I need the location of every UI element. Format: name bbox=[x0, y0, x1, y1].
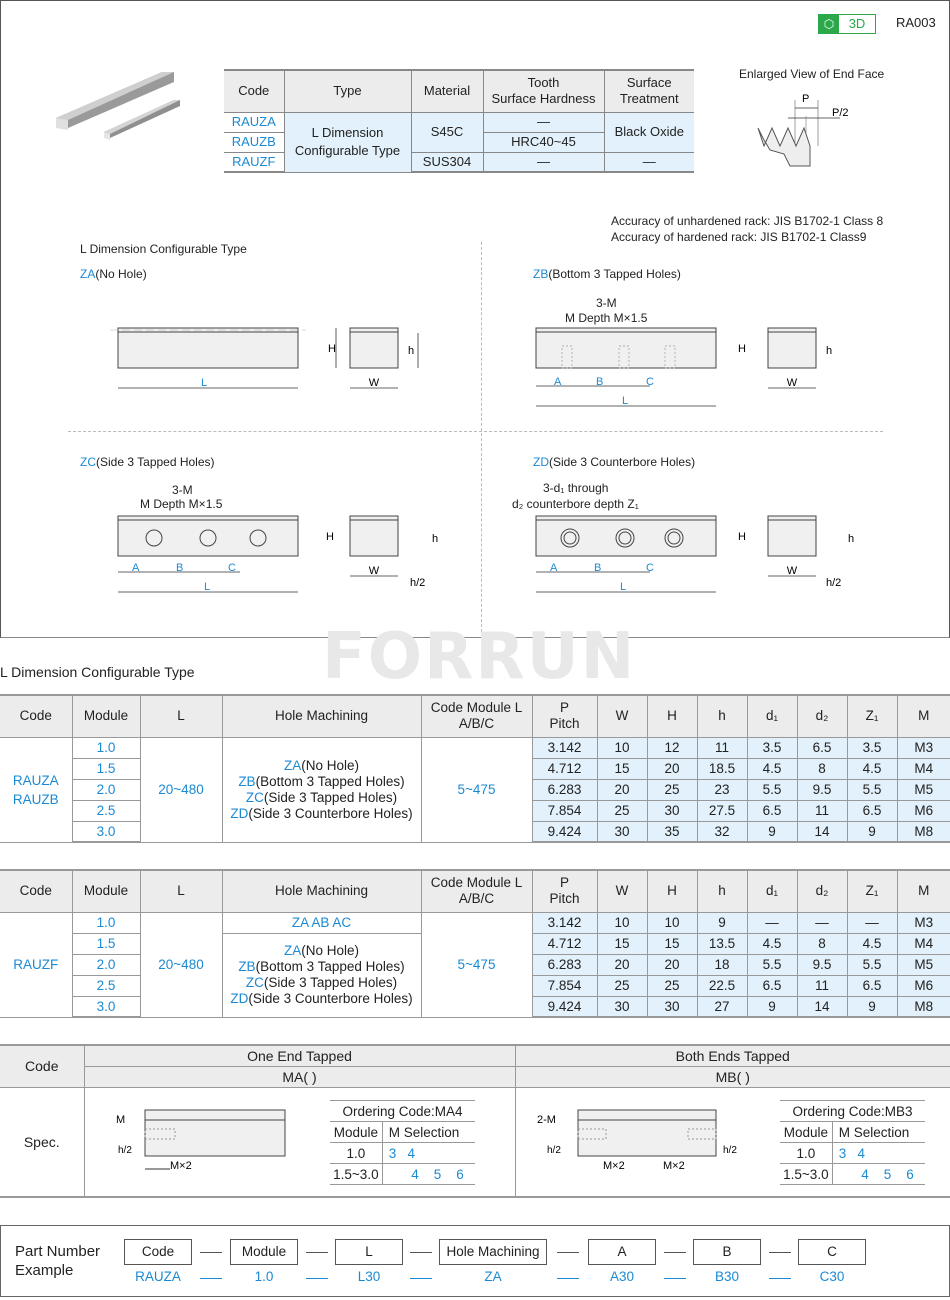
hardness-cell: — bbox=[483, 112, 604, 132]
svg-text:L: L bbox=[200, 377, 208, 389]
value-cell: 9.424 bbox=[532, 821, 597, 842]
svg-text:h: h bbox=[826, 345, 833, 357]
section-title: L Dimension Configurable Type bbox=[0, 664, 195, 680]
value-cell: M4 bbox=[897, 933, 950, 954]
svg-text:H: H bbox=[328, 343, 336, 355]
code-cell[interactable]: RAUZF bbox=[0, 912, 72, 1017]
part-value: RAUZA bbox=[135, 1269, 181, 1284]
cube-icon: ⬡ bbox=[819, 15, 839, 33]
value-cell: 30 bbox=[647, 800, 697, 821]
drawings-title: L Dimension Configurable Type bbox=[80, 242, 247, 256]
value-cell: 6.5 bbox=[747, 800, 797, 821]
svg-text:C: C bbox=[646, 376, 654, 388]
value-cell: 5.5 bbox=[747, 779, 797, 800]
part-value: L30 bbox=[357, 1269, 381, 1284]
value-cell: 8 bbox=[797, 758, 847, 779]
value-cell: 22.5 bbox=[697, 975, 747, 996]
value-cell: 5.5 bbox=[747, 954, 797, 975]
value-cell: 15 bbox=[647, 933, 697, 954]
svg-text:M: M bbox=[116, 1114, 126, 1126]
svg-text:A: A bbox=[554, 376, 562, 388]
3d-model-button[interactable]: ⬡ 3D bbox=[818, 14, 876, 34]
ma-ordering-table: Ordering Code:MA4 Module M Selection 1.0 3 4 1.5~3.0 4 5 6 bbox=[330, 1100, 475, 1185]
value-cell: M4 bbox=[897, 758, 950, 779]
divider bbox=[68, 431, 883, 432]
value-cell: 20 bbox=[647, 954, 697, 975]
svg-text:h/2: h/2 bbox=[723, 1145, 737, 1156]
module-cell[interactable]: 1.5 bbox=[72, 933, 140, 954]
value-cell: 6.283 bbox=[532, 954, 597, 975]
value-cell: 9.5 bbox=[797, 779, 847, 800]
value-cell: M6 bbox=[897, 800, 950, 821]
value-cell: 6.5 bbox=[797, 737, 847, 758]
value-cell: 3.5 bbox=[847, 737, 897, 758]
value-cell: 25 bbox=[647, 779, 697, 800]
module-cell[interactable]: 3.0 bbox=[72, 996, 140, 1017]
svg-text:M×2: M×2 bbox=[170, 1160, 192, 1172]
zb-note: 3-M bbox=[596, 296, 617, 310]
svg-text:W: W bbox=[786, 377, 798, 389]
hardness-cell: — bbox=[483, 152, 604, 172]
dimension-table-rauzf: Code Module L Hole Machining Code Module L A/B/C P Pitch W H h d₁ d₂ Z₁ M RAUZF 1.0 20~480 ZA AB AC 5~475 3.142 10 10 9 — — — M3 1.5 ZA(No Hole) ZB(Bottom 3 Tapped Holes) ZC(Side 3 Tapped Holes) ZD(Side 3 Counterbore Holes) 4.712 15 15 13.5 4.5 8 4.5 M4 2.0 6.283 20 20 18 5.5 9.5 5.5 M5 2.5 7.854 25 25 22.5 6.5 11 6.5 M6 3.0 9.424 30 30 27 9 14 9 M8 bbox=[0, 869, 950, 1018]
svg-text:B: B bbox=[176, 562, 184, 574]
part-number-title: Part Number Example bbox=[15, 1243, 101, 1279]
value-cell: 20 bbox=[647, 758, 697, 779]
separator bbox=[664, 1278, 686, 1279]
separator bbox=[664, 1252, 686, 1253]
svg-text:W: W bbox=[368, 565, 380, 577]
hole-machining: ZA(No Hole) ZB(Bottom 3 Tapped Holes) ZC(Side 3 Tapped Holes) ZD(Side 3 Counterbore Holes) bbox=[222, 737, 421, 842]
svg-text:h/2: h/2 bbox=[547, 1145, 561, 1156]
value-cell: 4.5 bbox=[747, 758, 797, 779]
svg-text:h: h bbox=[432, 533, 439, 545]
value-cell: M3 bbox=[897, 912, 950, 933]
value-cell: 12 bbox=[647, 737, 697, 758]
svg-text:h/2: h/2 bbox=[118, 1145, 132, 1156]
table-row bbox=[0, 912, 950, 933]
end-tapping-table: Code One End Tapped Both Ends Tapped MA( ) MB( ) Spec. bbox=[0, 1044, 950, 1198]
accuracy-line1: Accuracy of unhardened rack: JIS B1702-1 Class 8 bbox=[611, 214, 884, 228]
module-cell[interactable]: 1.0 bbox=[72, 737, 140, 758]
value-cell: 20 bbox=[597, 954, 647, 975]
col-code: Code bbox=[224, 70, 284, 112]
l-range: 20~480 bbox=[140, 737, 222, 842]
abc-range: 5~475 bbox=[421, 737, 532, 842]
value-cell: 25 bbox=[647, 975, 697, 996]
module-cell[interactable]: 2.0 bbox=[72, 954, 140, 975]
value-cell: 30 bbox=[597, 821, 647, 842]
dimension-table-rauza: Code Module L Hole Machining Code Module L A/B/C P Pitch W H h d₁ d₂ Z₁ M RAUZA RAUZB 1.0 20~480 ZA(No Hole) ZB(Bottom 3 Tapped Holes) ZC(Side 3 Tapped Holes) ZD(Side 3 Counterbore Holes) 5~475 3.142 10 12 11 3.5 6.5 3.5 M3 1.5 4.712 15 20 18.5 4.5 8 4.5 M4 2.0 6.283 20 25 23 5.5 9.5 5.5 M5 2.5 7.854 25 30 27.5 6.5 11 6.5 M6 3.0 9.424 30 35 32 9 14 9 M8 bbox=[0, 694, 950, 843]
part-value: ZA bbox=[484, 1269, 502, 1284]
value-cell: 7.854 bbox=[532, 975, 597, 996]
zb-title: ZB(Bottom 3 Tapped Holes) bbox=[533, 267, 681, 281]
accuracy-line2: Accuracy of hardened rack: JIS B1702-1 Class9 bbox=[611, 230, 867, 244]
part-box-c: C bbox=[798, 1239, 866, 1265]
svg-text:B: B bbox=[594, 562, 602, 574]
value-cell: M6 bbox=[897, 975, 950, 996]
part-value: 1.0 bbox=[254, 1269, 274, 1284]
hole-machining-first: ZA AB AC bbox=[222, 912, 421, 933]
value-cell: 8 bbox=[797, 933, 847, 954]
col-surface: Surface Treatment bbox=[604, 70, 694, 112]
value-cell: 3.142 bbox=[532, 912, 597, 933]
surface-cell: Black Oxide bbox=[604, 112, 694, 152]
za-title: ZA(No Hole) bbox=[80, 267, 147, 281]
svg-text:2-M: 2-M bbox=[537, 1114, 556, 1126]
separator bbox=[306, 1252, 328, 1253]
value-cell: 27 bbox=[697, 996, 747, 1017]
value-cell: 18.5 bbox=[697, 758, 747, 779]
watermark-logo: FORRUN bbox=[322, 620, 637, 694]
value-cell: 5.5 bbox=[847, 954, 897, 975]
svg-text:h: h bbox=[408, 345, 415, 357]
value-cell: 5.5 bbox=[847, 779, 897, 800]
separator bbox=[200, 1278, 222, 1279]
svg-text:H: H bbox=[738, 343, 746, 355]
zd-title: ZD(Side 3 Counterbore Holes) bbox=[533, 455, 696, 469]
col-material: Material bbox=[411, 70, 483, 112]
end-face-title: Enlarged View of End Face bbox=[739, 67, 885, 81]
part-value: C30 bbox=[819, 1269, 845, 1284]
value-cell: 23 bbox=[697, 779, 747, 800]
value-cell: M5 bbox=[897, 779, 950, 800]
value-cell: — bbox=[747, 912, 797, 933]
svg-text:L: L bbox=[204, 581, 211, 593]
part-value: B30 bbox=[714, 1269, 740, 1284]
both-ends-drawing bbox=[535, 1105, 745, 1175]
material-spec-table bbox=[224, 69, 694, 173]
zb-note: M Depth M×1.5 bbox=[565, 311, 648, 325]
value-cell: 3.5 bbox=[747, 737, 797, 758]
separator bbox=[557, 1252, 579, 1253]
module-cell[interactable]: 3.0 bbox=[72, 821, 140, 842]
value-cell: 32 bbox=[697, 821, 747, 842]
value-cell: 6.5 bbox=[847, 800, 897, 821]
module-cell[interactable]: 2.5 bbox=[72, 800, 140, 821]
value-cell: 11 bbox=[797, 975, 847, 996]
value-cell: M8 bbox=[897, 996, 950, 1017]
separator bbox=[769, 1278, 791, 1279]
value-cell: 14 bbox=[797, 821, 847, 842]
separator bbox=[410, 1252, 432, 1253]
svg-text:L: L bbox=[620, 581, 627, 593]
zc-title: ZC(Side 3 Tapped Holes) bbox=[80, 455, 215, 469]
zc-note: M Depth M×1.5 bbox=[140, 497, 223, 511]
value-cell: 6.5 bbox=[847, 975, 897, 996]
col-type: Type bbox=[284, 70, 411, 112]
zd-note: d₂ counterbore depth Z₁ bbox=[512, 497, 639, 511]
value-cell: — bbox=[847, 912, 897, 933]
zd-note: 3-d₁ through bbox=[543, 481, 609, 495]
svg-text:h/2: h/2 bbox=[826, 577, 842, 589]
one-end-drawing bbox=[110, 1105, 300, 1175]
value-cell: 13.5 bbox=[697, 933, 747, 954]
value-cell: 4.5 bbox=[747, 933, 797, 954]
svg-text:A: A bbox=[550, 562, 558, 574]
value-cell: 9.424 bbox=[532, 996, 597, 1017]
part-box-module: Module bbox=[230, 1239, 298, 1265]
za-drawing bbox=[110, 318, 440, 398]
value-cell: 9 bbox=[747, 821, 797, 842]
value-cell: 30 bbox=[647, 996, 697, 1017]
value-cell: 10 bbox=[647, 912, 697, 933]
value-cell: 10 bbox=[597, 737, 647, 758]
mb-ordering-table: Ordering Code:MB3 Module M Selection 1.0 3 4 1.5~3.0 4 5 6 bbox=[780, 1100, 925, 1185]
rack-product-image bbox=[52, 68, 182, 140]
separator bbox=[306, 1278, 328, 1279]
value-cell: 6.5 bbox=[747, 975, 797, 996]
svg-text:H: H bbox=[738, 531, 746, 543]
part-box-hole-machining: Hole Machining bbox=[439, 1239, 547, 1265]
value-cell: 4.5 bbox=[847, 758, 897, 779]
divider bbox=[481, 242, 482, 632]
part-box-b: B bbox=[693, 1239, 761, 1265]
code-link[interactable]: RAUZF bbox=[224, 152, 284, 172]
part-box-code: Code bbox=[124, 1239, 192, 1265]
code-link[interactable]: RAUZA bbox=[224, 112, 284, 132]
value-cell: M3 bbox=[897, 737, 950, 758]
module-cell[interactable]: 2.0 bbox=[72, 779, 140, 800]
value-cell: 6.283 bbox=[532, 779, 597, 800]
separator bbox=[557, 1278, 579, 1279]
value-cell: 3.142 bbox=[532, 737, 597, 758]
value-cell: 4.5 bbox=[847, 933, 897, 954]
hardness-cell: HRC40~45 bbox=[483, 132, 604, 152]
material-cell: S45C bbox=[411, 112, 483, 152]
zc-drawing bbox=[110, 508, 450, 603]
surface-cell: — bbox=[604, 152, 694, 172]
svg-text:P/2: P/2 bbox=[832, 107, 849, 119]
module-cell[interactable]: 1.0 bbox=[72, 912, 140, 933]
svg-text:B: B bbox=[596, 376, 604, 388]
value-cell: 7.854 bbox=[532, 800, 597, 821]
value-cell: — bbox=[797, 912, 847, 933]
separator bbox=[769, 1252, 791, 1253]
value-cell: 15 bbox=[597, 758, 647, 779]
svg-text:A: A bbox=[132, 562, 140, 574]
value-cell: 4.712 bbox=[532, 758, 597, 779]
svg-text:L: L bbox=[622, 395, 629, 407]
value-cell: 10 bbox=[597, 912, 647, 933]
svg-text:H: H bbox=[326, 531, 334, 543]
part-number-example bbox=[0, 1225, 950, 1297]
zc-note: 3-M bbox=[172, 483, 193, 497]
part-value: A30 bbox=[609, 1269, 635, 1284]
value-cell: 25 bbox=[597, 975, 647, 996]
value-cell: 11 bbox=[797, 800, 847, 821]
value-cell: 9 bbox=[847, 821, 897, 842]
value-cell: 9.5 bbox=[797, 954, 847, 975]
l-range: 20~480 bbox=[140, 912, 222, 1017]
ma-code[interactable]: MA( ) bbox=[84, 1066, 515, 1087]
value-cell: M8 bbox=[897, 821, 950, 842]
value-cell: 9 bbox=[697, 912, 747, 933]
value-cell: 11 bbox=[697, 737, 747, 758]
value-cell: 18 bbox=[697, 954, 747, 975]
value-cell: 30 bbox=[597, 996, 647, 1017]
value-cell: 25 bbox=[597, 800, 647, 821]
table-row bbox=[0, 737, 950, 758]
svg-text:P: P bbox=[802, 93, 810, 105]
code-cell[interactable]: RAUZA RAUZB bbox=[0, 737, 72, 842]
value-cell: 35 bbox=[647, 821, 697, 842]
col-hardness: Tooth Surface Hardness bbox=[483, 70, 604, 112]
value-cell: 15 bbox=[597, 933, 647, 954]
product-code: RA003 bbox=[896, 15, 936, 30]
end-face-diagram bbox=[750, 88, 880, 168]
value-cell: 20 bbox=[597, 779, 647, 800]
value-cell: 27.5 bbox=[697, 800, 747, 821]
value-cell: 4.712 bbox=[532, 933, 597, 954]
code-link[interactable]: RAUZB bbox=[224, 132, 284, 152]
svg-text:C: C bbox=[228, 562, 236, 574]
part-box-l: L bbox=[335, 1239, 403, 1265]
value-cell: 9 bbox=[847, 996, 897, 1017]
svg-text:W: W bbox=[786, 565, 798, 577]
module-cell[interactable]: 2.5 bbox=[72, 975, 140, 996]
separator bbox=[200, 1252, 222, 1253]
mb-code[interactable]: MB( ) bbox=[515, 1066, 950, 1087]
value-cell: 14 bbox=[797, 996, 847, 1017]
value-cell: 9 bbox=[747, 996, 797, 1017]
abc-range: 5~475 bbox=[421, 912, 532, 1017]
value-cell: M5 bbox=[897, 954, 950, 975]
module-cell[interactable]: 1.5 bbox=[72, 758, 140, 779]
hole-machining: ZA(No Hole) ZB(Bottom 3 Tapped Holes) ZC(Side 3 Tapped Holes) ZD(Side 3 Counterbore Holes) bbox=[222, 933, 421, 1017]
svg-text:C: C bbox=[646, 562, 654, 574]
svg-text:M×2: M×2 bbox=[663, 1160, 685, 1172]
zb-drawing bbox=[530, 318, 860, 413]
svg-text:h/2: h/2 bbox=[410, 577, 426, 589]
zd-drawing bbox=[530, 508, 870, 603]
type-cell: L Dimension Configurable Type bbox=[284, 112, 411, 172]
svg-text:W: W bbox=[368, 377, 380, 389]
material-cell: SUS304 bbox=[411, 152, 483, 172]
part-box-a: A bbox=[588, 1239, 656, 1265]
svg-text:M×2: M×2 bbox=[603, 1160, 625, 1172]
separator bbox=[410, 1278, 432, 1279]
svg-text:h: h bbox=[848, 533, 855, 545]
